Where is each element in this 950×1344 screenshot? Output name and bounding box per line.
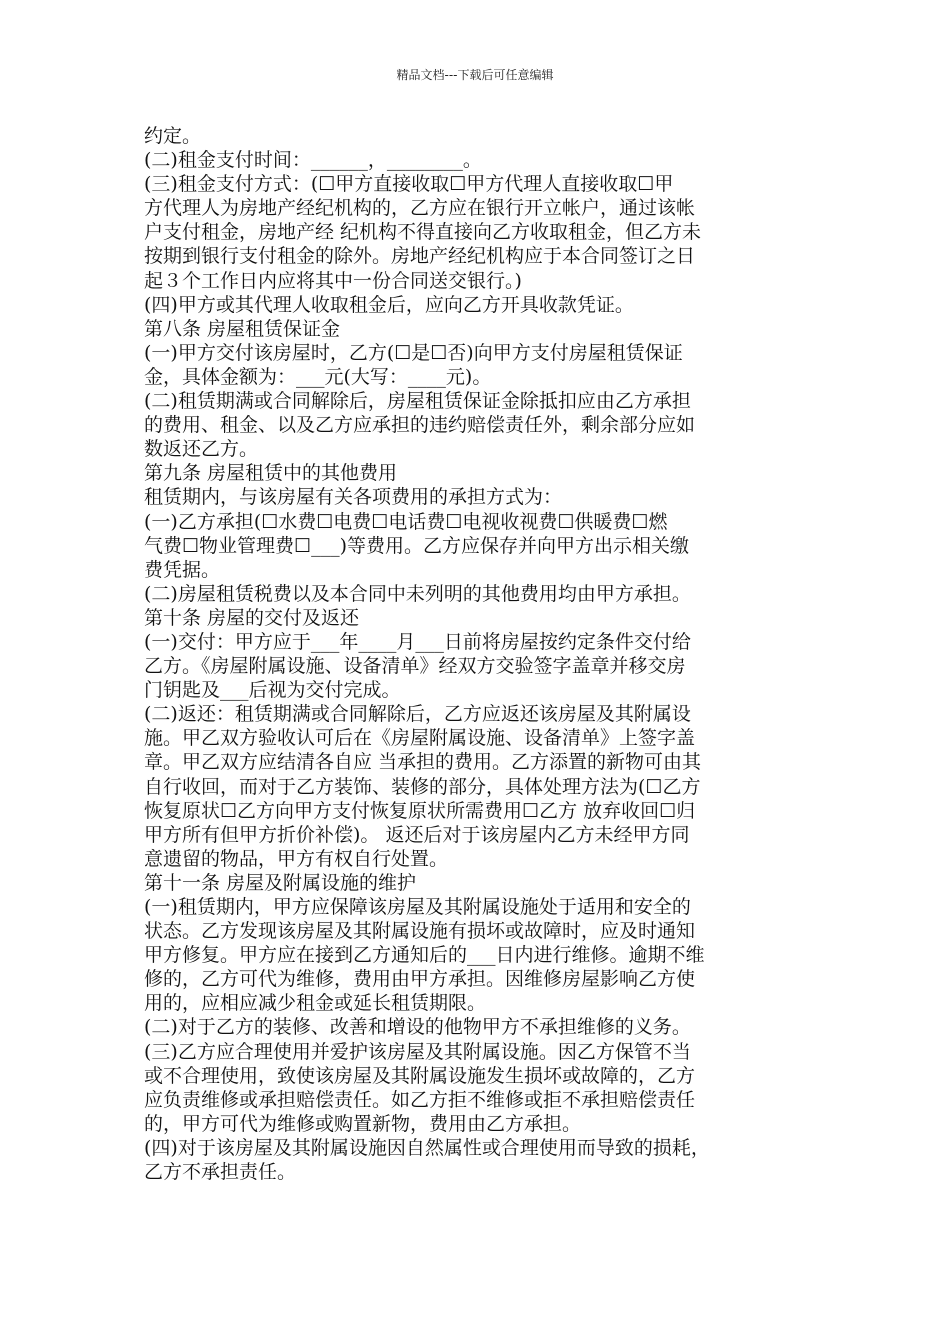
text-line: (二)返还：租赁期满或合同解除后，乙方应返还该房屋及其附属设	[144, 703, 691, 726]
text-line: (一)乙方承担(☐水费☐电费☐电话费☐电视收视费☐供暖费☐燃	[144, 510, 668, 533]
text-line: 状态。乙方发现该房屋及其附属设施有损坏或故障时，应及时通知	[144, 920, 696, 943]
text-line: 按期到银行支付租金的除外。房地产经纪机构应于本合同签订之日	[144, 245, 696, 268]
text-line: 乙方不承担责任。	[144, 1161, 297, 1184]
text-line: 租赁期内，与该房屋有关各项费用的承担方式为：	[144, 486, 563, 509]
text-line: 章。甲乙双方应结清各自应 当承担的费用。乙方添置的新物可由其	[144, 751, 702, 774]
text-line: (二)租赁期满或合同解除后，房屋租赁保证金除抵扣应由乙方承担	[144, 390, 691, 413]
text-line: 户支付租金，房地产经 纪机构不得直接向乙方收取租金，但乙方未	[144, 221, 702, 244]
text-line: 数返还乙方。	[144, 438, 259, 461]
text-line: (二)对于乙方的装修、改善和增设的他物甲方不承担维修的义务。	[144, 1016, 691, 1039]
text-line: 修的，乙方可代为维修，费用由甲方承担。因维修房屋影响乙方使	[144, 968, 696, 991]
text-line: (三)乙方应合理使用并爱护该房屋及其附属设施。因乙方保管不当	[144, 1040, 691, 1063]
text-line: (一)租赁期内，甲方应保障该房屋及其附属设施处于适用和安全的	[144, 896, 691, 918]
text-line: (一)甲方交付该房屋时，乙方(☐是☐否)向甲方支付房屋租赁保证	[144, 341, 683, 364]
section-heading: 第九条 房屋租赁中的其他费用	[144, 462, 398, 485]
text-line: 应负责维修或承担赔偿责任。如乙方拒不维修或拒不承担赔偿责任	[144, 1088, 696, 1111]
text-line: 恢复原状☐乙方向甲方支付恢复原状所需费用☐乙方 放弃收回☐归	[144, 799, 696, 822]
text-line: (二)租金支付时间：______，________。	[144, 149, 482, 172]
text-line: (四)甲方或其代理人收取租金后，应向乙方开具收款凭证。	[144, 293, 634, 316]
text-line: 的费用、租金、以及乙方应承担的违约赔偿责任外，剩余部分应如	[144, 414, 696, 437]
text-line: 金，具体金额为：___元(大写：____元)。	[144, 365, 492, 388]
text-line: 的，甲方可代为维修或购置新物，费用由乙方承担。	[144, 1112, 582, 1135]
text-line: 费凭据。	[144, 558, 221, 581]
text-line: (三)租金支付方式：(☐甲方直接收取☐甲方代理人直接收取☐甲	[144, 173, 674, 196]
text-line: 门钥匙及___后视为交付完成。	[144, 679, 401, 702]
text-line: 意遗留的物品，甲方有权自行处置。	[144, 847, 449, 870]
text-line: (二)房屋租赁税费以及本合同中未列明的其他费用均由甲方承担。	[144, 582, 691, 605]
section-heading: 第十一条 房屋及附属设施的维护	[144, 871, 417, 894]
text-line: 甲方所有但甲方折价补偿)。 返还后对于该房屋内乙方未经甲方同	[144, 823, 690, 846]
text-line: 乙方。《房屋附属设施、设备清单》经双方交验签字盖章并移交房	[144, 655, 686, 678]
text-line: 起３个工作日内应将其中一份合同送交银行。)	[144, 269, 522, 292]
text-line: 自行收回，而对于乙方装饰、装修的部分，具体处理方法为(☐乙方	[144, 775, 701, 798]
text-line: (一)交付：甲方应于___年____月___日前将房屋按约定条件交付给	[144, 630, 691, 653]
section-heading: 第八条 房屋租赁保证金	[144, 317, 341, 340]
text-line: 方代理人为房地产经纪机构的，乙方应在银行开立帐户，通过该帐	[144, 197, 696, 220]
text-line: 甲方修复。甲方应在接到乙方通知后的___日内进行维修。逾期不维	[144, 944, 705, 967]
page-header: 精品文档---下载后可任意编辑	[396, 68, 554, 82]
text-line: (四)对于该房屋及其附属设施因自然属性或合理使用而导致的损耗，	[144, 1136, 710, 1159]
text-line: 或不合理使用，致使该房屋及其附属设施发生损坏或故障的，乙方	[144, 1064, 696, 1087]
text-line: 施。甲乙双方验收认可后在《房屋附属设施、设备清单》上签字盖	[144, 727, 696, 750]
text-line: 气费☐物业管理费☐___)等费用。乙方应保存并向甲方出示相关缴	[144, 534, 689, 557]
text-line: 约定。	[144, 125, 202, 147]
section-heading: 第十条 房屋的交付及返还	[144, 606, 360, 629]
document-body	[144, 124, 814, 1184]
text-line: 用的，应相应减少租金或延长租赁期限。	[144, 992, 487, 1015]
